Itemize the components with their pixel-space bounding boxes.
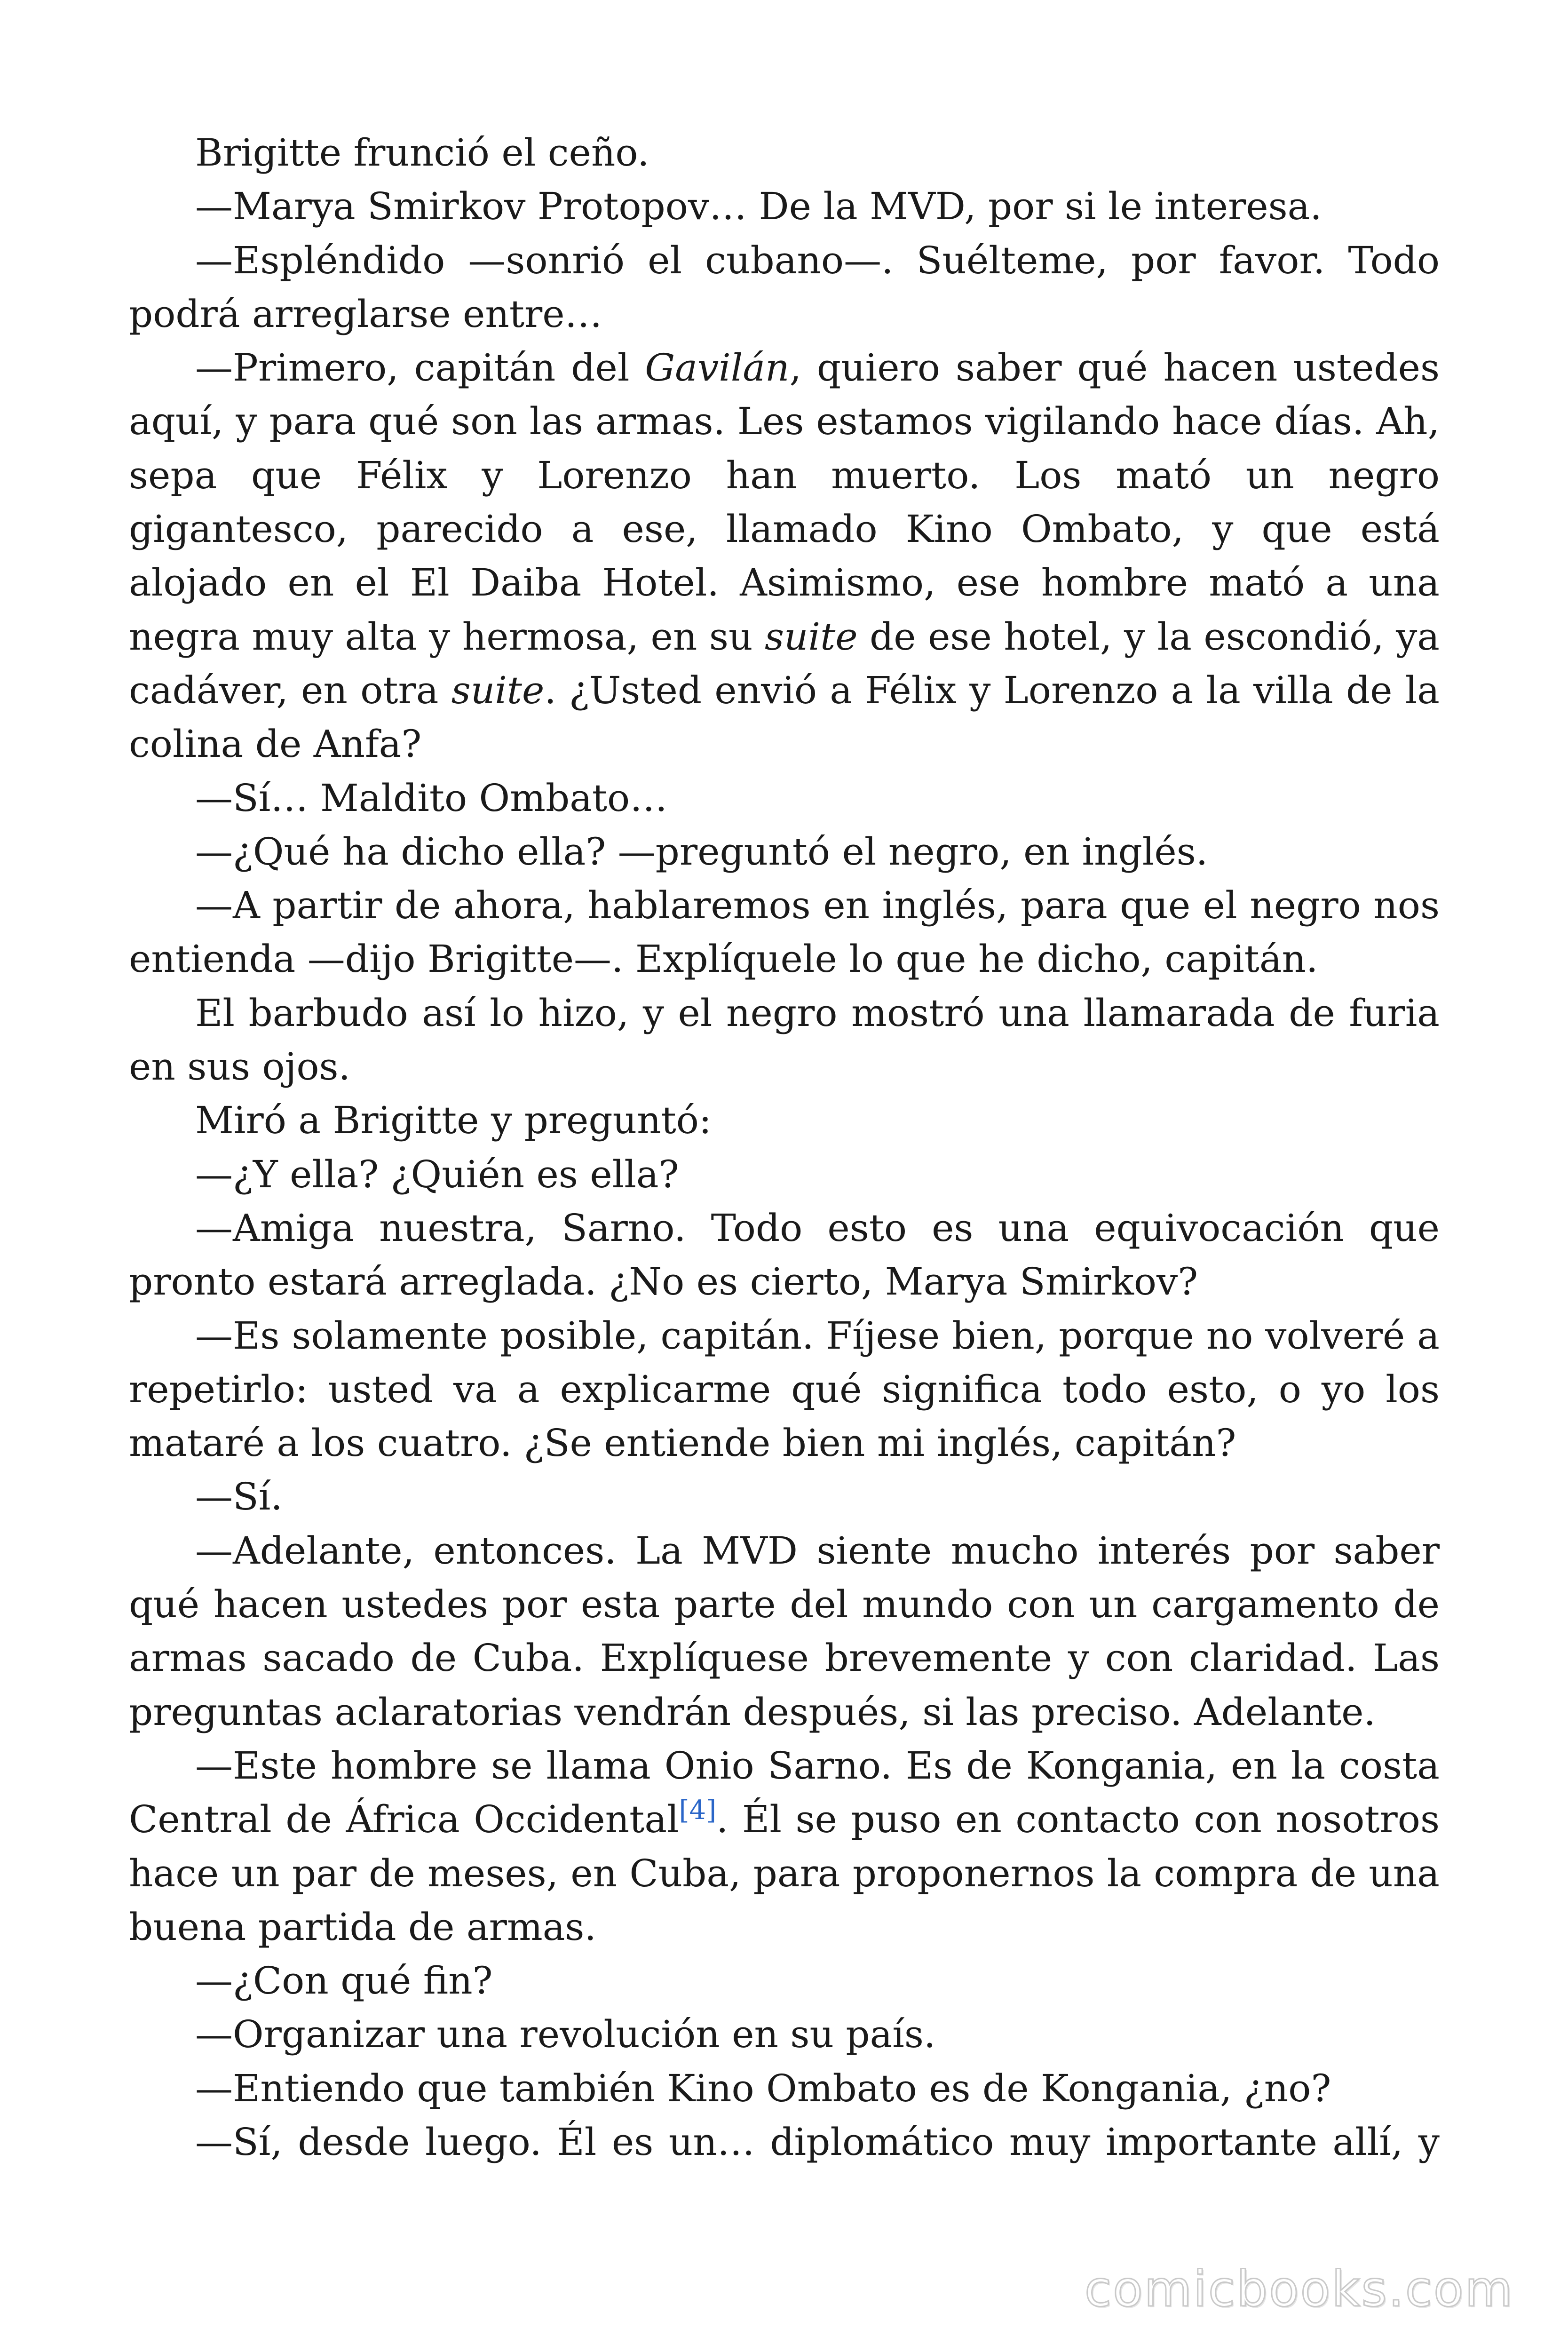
text-run: —A partir de ahora, hablaremos en inglés, para que el negro nos entienda —dijo Brigitte—. Explíquele lo que he dicho, capitán. — [129, 883, 1440, 981]
text-run: —Marya Smirkov Protopov… De la MVD, por si le interesa. — [195, 184, 1322, 229]
text-run: —Organizar una revolución en su país. — [195, 2012, 936, 2057]
italic-ship-name: Gavilán — [645, 346, 790, 390]
text-run: de ese hotel, y la escondió, ya cadáver, en otra — [129, 614, 1440, 712]
text-run: —¿Con qué fin? — [195, 1959, 493, 2003]
watermark-logo: comicbooks.com — [1084, 2260, 1514, 2318]
paragraph — [129, 1148, 1440, 1201]
text-run: —Es solamente posible, capitán. Fíjese bien, porque no volveré a repetirlo: usted va a explicarme qué significa todo esto, o yo los mataré a los cuatro. ¿Se entiende bien mi inglés, capitán? — [129, 1313, 1440, 1465]
text-run: —Espléndido —sonrió el cubano—. Suélteme, por favor. Todo podrá arreglarse entre… — [129, 238, 1440, 336]
paragraph — [129, 825, 1440, 879]
text-run: . ¿Usted envió a Félix y Lorenzo a la villa de la colina de Anfa? — [129, 668, 1440, 766]
text-run: —Primero, capitán del — [195, 346, 645, 390]
text-run: , quiero saber qué hacen ustedes aquí, y para qué son las armas. Les estamos vigilando hace días. Ah, sepa que Félix y Lorenzo han muerto. Los mató un negro gigantesco, parecido a ese, llamado Kino Ombato, y que está alojado en el El Daiba Hotel. Asimismo, ese hombre mató a una negra muy alta y hermosa, en su — [129, 346, 1440, 659]
paragraph — [129, 341, 1440, 771]
text-run: Brigitte frunció el ceño. — [195, 131, 649, 175]
text-run: —Entiendo que también Kino Ombato es de Kongania, ¿no? — [195, 2066, 1331, 2110]
book-page-body — [129, 126, 1440, 2169]
paragraph — [129, 2115, 1440, 2169]
paragraph — [129, 234, 1440, 342]
paragraph — [129, 1309, 1440, 1470]
paragraph — [129, 1524, 1440, 1739]
paragraph — [129, 126, 1440, 180]
text-run: —¿Qué ha dicho ella? —preguntó el negro, en inglés. — [195, 829, 1208, 874]
paragraph — [129, 1954, 1440, 2008]
paragraph — [129, 2062, 1440, 2115]
text-run: —Adelante, entonces. La MVD siente mucho interés por saber qué hacen ustedes por esta parte del mundo con un cargamento de armas sacado de Cuba. Explíquese brevemente y con claridad. Las preguntas aclaratorias vendrán después, si las preciso. Adelante. — [129, 1528, 1440, 1734]
text-run: . Él se puso en contacto con nosotros hace un par de meses, en Cuba, para proponernos la compra de una buena partida de armas. — [129, 1797, 1440, 1949]
footnote-link[interactable]: [4] — [679, 1795, 716, 1826]
text-run: El barbudo así lo hizo, y el negro mostró una llamarada de furia en sus ojos. — [129, 991, 1440, 1089]
paragraph — [129, 986, 1440, 1094]
paragraph — [129, 1739, 1440, 1954]
paragraph — [129, 1201, 1440, 1309]
text-run: —Sí… Maldito Ombato… — [195, 776, 668, 820]
text-run: —Sí, desde luego. Él es un… diplomático muy importante allí, y — [195, 2120, 1440, 2164]
text-run: Miró a Brigitte y preguntó: — [195, 1098, 712, 1143]
italic-word: suite — [451, 668, 545, 712]
text-run: —Amiga nuestra, Sarno. Todo esto es una equivocación que pronto estará arreglada. ¿No es cierto, Marya Smirkov? — [129, 1206, 1440, 1304]
paragraph — [129, 180, 1440, 233]
paragraph — [129, 1094, 1440, 1147]
paragraph — [129, 2008, 1440, 2061]
text-run: —Sí. — [195, 1475, 283, 1519]
italic-word: suite — [764, 614, 858, 659]
paragraph — [129, 879, 1440, 986]
paragraph — [129, 771, 1440, 825]
text-run: —¿Y ella? ¿Quién es ella? — [195, 1152, 679, 1196]
paragraph — [129, 1470, 1440, 1524]
text-run: —Este hombre se llama Onio Sarno. Es de Kongania, en la costa Central de África Occidental — [129, 1743, 1440, 1842]
